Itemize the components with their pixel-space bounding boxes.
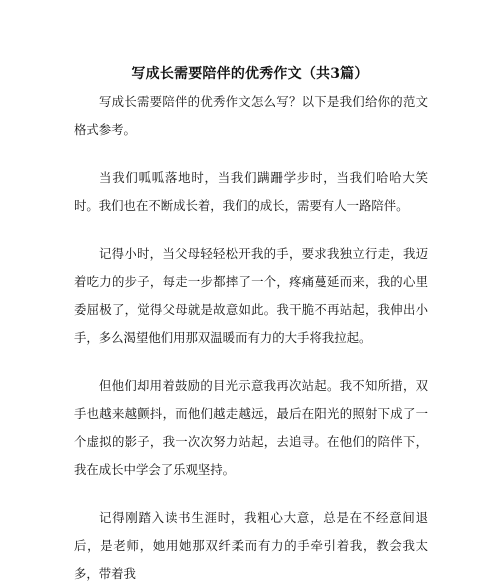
paragraph-3: 但他们却用着鼓励的目光示意我再次站起。我不知所措，双手也越来越颤抖，而他们越走越远，最后在阳光的照射下成了一个虚拟的影子，我一次次努力站起，去追寻。在他们的陪伴下，我在成长中学会了乐观坚持。 xyxy=(74,378,428,477)
paragraph-2: 记得小时，当父母轻轻松开我的手，要求我独立行走，我迈着吃力的步子，每走一步都摔了一个，疼痛蔓延而来，我的心里委屈极了，觉得父母就是故意如此。我干脆不再站起，我伸出小手，多么渴望他们用那双温暖而有力的大手将我拉起。 xyxy=(74,246,428,345)
paragraph-1: 当我们呱呱落地时，当我们蹒跚学步时，当我们哈哈大笑时。我们也在不断成长着，我们的成长，需要有人一路陪伴。 xyxy=(74,170,428,213)
paragraph-4: 记得刚踏入读书生涯时，我粗心大意，总是在不经意间退后，是老师，她用她那双纤柔而有力的手牵引着我，教会我太多，带着我 xyxy=(74,510,428,581)
paragraph-intro: 写成长需要陪伴的优秀作文怎么写？以下是我们给你的范文格式参考。 xyxy=(74,94,428,137)
document-title: 写成长需要陪伴的优秀作文（共3篇） xyxy=(131,66,369,82)
